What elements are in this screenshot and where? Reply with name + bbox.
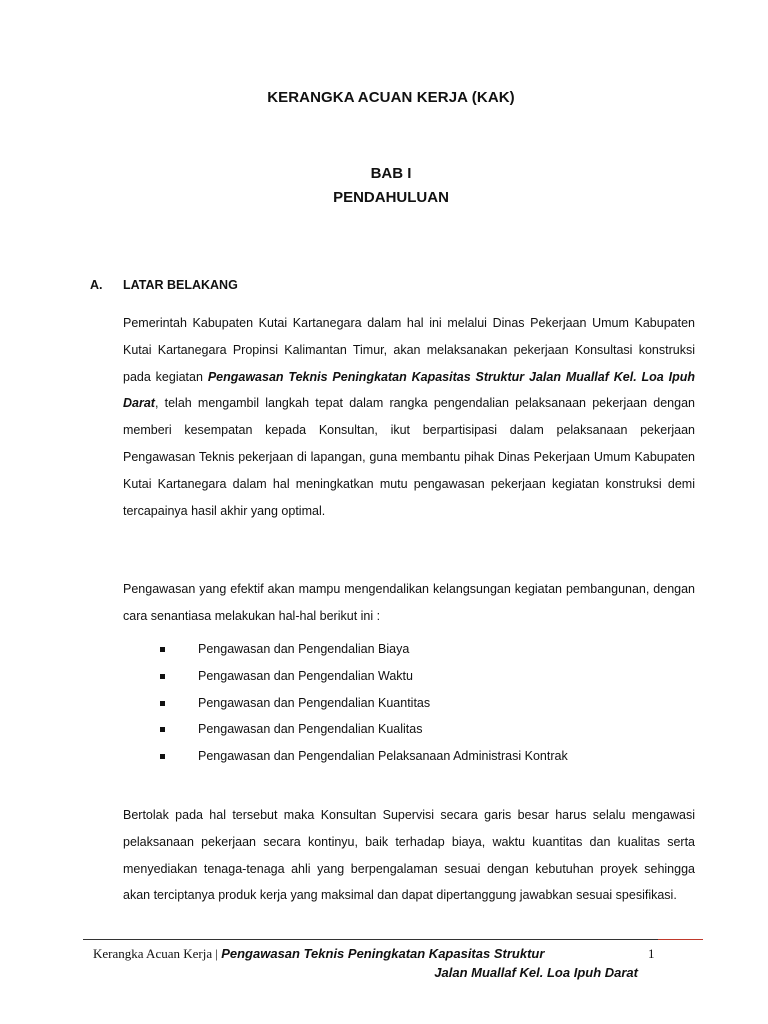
page-title: KERANGKA ACUAN KERJA (KAK) [267, 89, 515, 106]
paragraph-conclusion: Bertolak pada hal tersebut maka Konsultan Supervisi secara garis besar harus selalu mengawasi pelaksanaan pekerjaan secara kontinyu, baik terhadap biaya, waktu kuantitas dan kualitas serta menyediakan tenaga-tenaga ahli yang berpengalaman sesuai dengan kebutuhan proyek sehingga akan terciptanya produk kerja yang maksimal dan dapat dipertanggung jawabkan sesuai spesifikasi. [123, 808, 695, 903]
supervision-list [158, 636, 678, 770]
list-item [158, 716, 678, 743]
bullet-square-icon [160, 754, 165, 759]
footer-divider [83, 939, 703, 940]
section-heading [90, 278, 238, 292]
paragraph-background [123, 310, 695, 524]
footer-project-line-1: Pengawasan Teknis Peningkatan Kapasitas Struktur [221, 946, 545, 961]
footer-divider-main [83, 939, 658, 940]
bullet-square-icon [160, 701, 165, 706]
paragraph-text: , telah mengambil langkah tepat dalam rangka pengendalian pelaksanaan pekerjaan dengan memberi kesempatan kepada Konsultan, ikut berpartisipasi dalam pelaksanaan pekerjaan Pengawasan Teknis pekerjaan di lapangan, guna membantu pihak Dinas Pekerjaan Umum Kabupaten Kutai Kartanegara dalam hal meningkatkan mutu pengawasan pekerjaan kegiatan konstruksi demi tercapainya hasil akhir yang optimal. [123, 396, 695, 518]
chapter-heading [0, 162, 768, 210]
footer-separator: | [212, 946, 222, 961]
list-item [158, 636, 678, 663]
list-item-text: Pengawasan dan Pengendalian Waktu [198, 668, 413, 683]
list-item-text: Pengawasan dan Pengendalian Biaya [198, 642, 410, 656]
section-title: LATAR BELAKANG [123, 278, 238, 292]
paragraph-text: Pemerintah Kabupaten Kutai Kartanegara dalam hal ini melalui Dinas Pekerjaan Umum Kabupaten Kutai Kartanegara Propinsi Kalimantan Timur, akan melaksanakan pekerjaan Konsultasi konstruksi pada kegiatan [123, 316, 695, 384]
list-item [158, 663, 678, 690]
bullet-square-icon [160, 674, 165, 679]
list-item-text: Pengawasan dan Pengendalian Kuantitas [198, 695, 431, 710]
list-item-text: Pengawasan dan Pengendalian Pelaksanaan Administrasi Kontrak [198, 749, 568, 764]
footer-divider-accent [658, 939, 703, 940]
bullet-square-icon [160, 647, 165, 652]
list-item [158, 743, 678, 770]
section-number: A. [90, 278, 103, 292]
footer-doc-name: Kerangka Acuan Kerja [93, 946, 213, 961]
page-number: 1 [648, 946, 655, 961]
bullet-square-icon [160, 727, 165, 732]
chapter-title: PENDAHULUAN [333, 189, 449, 206]
footer-line-1 [93, 944, 638, 963]
footer-project-line-2: Jalan Muallaf Kel. Loa Ipuh Darat [434, 965, 638, 980]
list-item-text: Pengawasan dan Pengendalian Kualitas [198, 722, 423, 737]
page-footer [93, 944, 638, 982]
chapter-label: BAB I [370, 165, 412, 182]
project-name-emphasis: Pengawasan Teknis Peningkatan Kapasitas Struktur Jalan Muallaf Kel. Loa Ipuh Darat [123, 369, 696, 411]
paragraph-supervision: Pengawasan yang efektif akan mampu mengendalikan kelangsungan kegiatan pembangunan, dengan cara senantiasa melakukan hal-hal berikut ini : [123, 582, 695, 623]
list-item [158, 690, 678, 717]
